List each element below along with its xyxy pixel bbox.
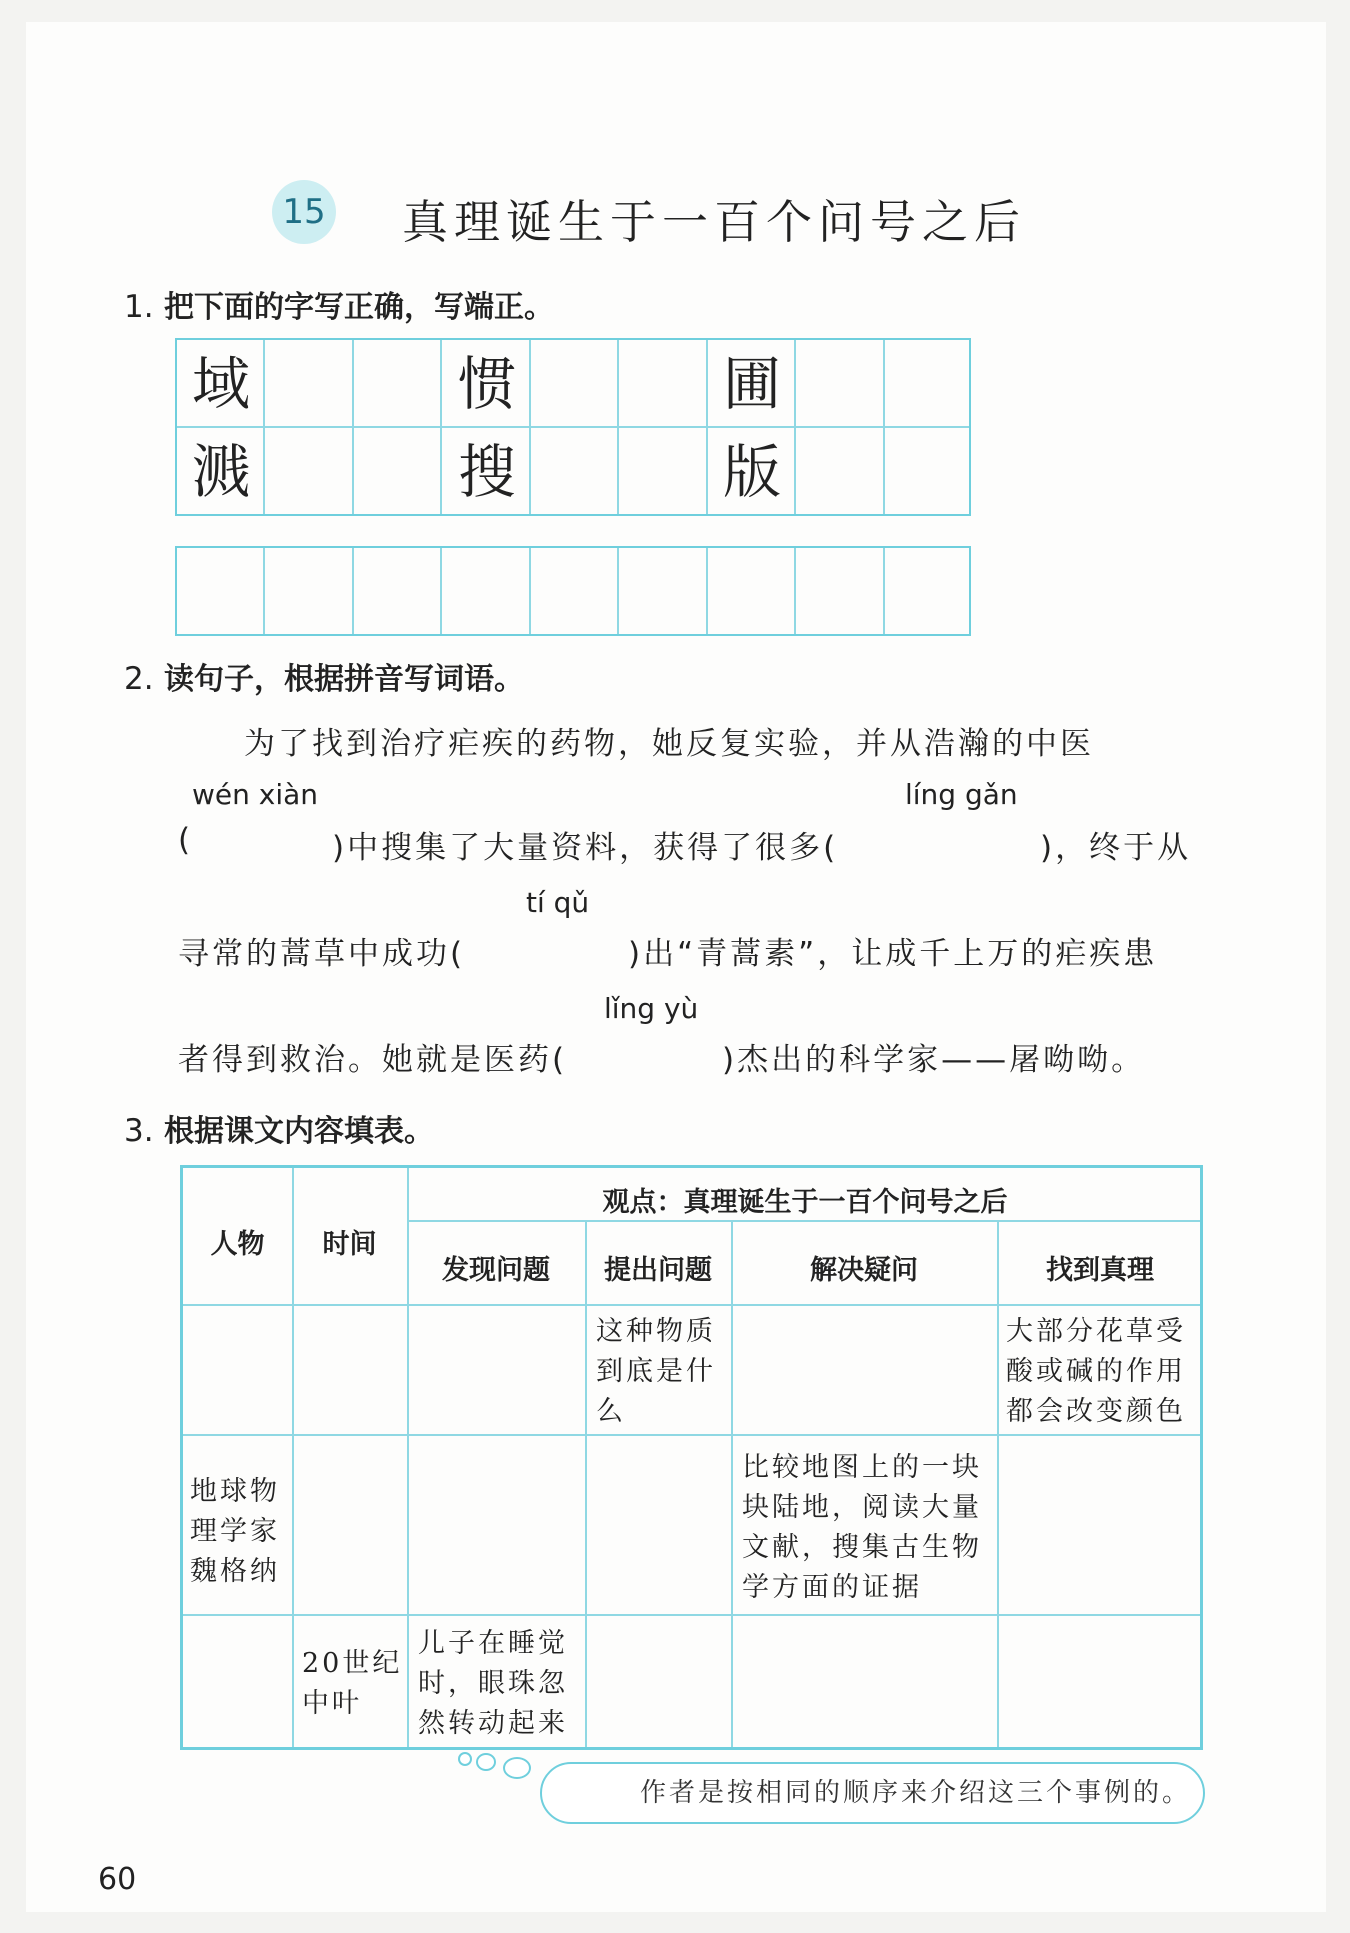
cell-r3-time: 20世纪中叶 — [302, 1648, 403, 1719]
header-time: 时间 — [322, 1229, 377, 1260]
passage-line-3b: )出“青蒿素”，让成千上万的疟疾患 — [628, 936, 1158, 972]
lesson-number-badge: 15 — [272, 180, 336, 244]
cell-r2-solve: 比较地图上的一块块陆地，阅读大量文献，搜集古生物学方面的证据 — [742, 1452, 982, 1603]
header-person: 人物 — [210, 1229, 265, 1260]
pinyin-wenxian: wén xiàn — [192, 778, 319, 811]
thought-bubble-text: 作者是按相同的顺序来介绍这三个事例的。 — [640, 1778, 1192, 1808]
question-1-text: 把下面的字写正确，写端正。 — [164, 290, 555, 325]
writing-grid-chars — [175, 338, 971, 516]
pinyin-linggan: líng gǎn — [905, 778, 1018, 811]
bubble-dot-large — [503, 1757, 531, 1779]
question-3-text: 根据课文内容填表。 — [164, 1114, 435, 1149]
passage-line-2b: )中搜集了大量资料，获得了很多( — [332, 830, 839, 866]
passage-line-2a: ( — [178, 822, 194, 858]
grid-char-guan: 惯 — [457, 350, 516, 418]
header-viewpoint: 观点：真理诞生于一百个问号之后 — [602, 1187, 1008, 1218]
question-2-text: 读句子，根据拼音写词语。 — [164, 662, 525, 697]
header-find-truth: 找到真理 — [1046, 1255, 1154, 1286]
passage-line-2c: )，终于从 — [1040, 830, 1192, 866]
header-find-problem: 发现问题 — [442, 1255, 550, 1286]
lesson-title: 真理诞生于一百个问号之后 — [402, 195, 1026, 249]
question-2 — [124, 654, 524, 698]
grid-char-yu: 域 — [191, 350, 250, 418]
bubble-dot-small — [458, 1752, 472, 1766]
passage-line-3a: 寻常的蒿草中成功( — [178, 936, 466, 972]
question-3 — [124, 1106, 434, 1150]
page-number: 60 — [98, 1862, 137, 1897]
cell-r1-truth: 大部分花草受酸或碱的作用都会改变颜色 — [1006, 1316, 1186, 1427]
grid-char-ban: 版 — [722, 438, 781, 506]
grid-char-jian: 溅 — [191, 438, 250, 506]
cell-r3-find: 儿子在睡觉时，眼珠忽然转动起来 — [418, 1628, 568, 1739]
bubble-dot-medium — [476, 1753, 496, 1771]
question-1-number: 1. — [124, 289, 154, 325]
header-solve-doubt: 解决疑问 — [810, 1255, 918, 1286]
grid-char-sou: 搜 — [457, 438, 516, 506]
question-3-number: 3. — [124, 1113, 154, 1149]
passage-line-4b: )杰出的科学家——屠呦呦。 — [722, 1042, 1146, 1078]
passage-line-4a: 者得到救治。她就是医药( — [178, 1042, 568, 1078]
cell-r2-person: 地球物理学家魏格纳 — [190, 1476, 280, 1587]
pinyin-lingyu: lǐng yù — [604, 992, 699, 1025]
header-ask-question: 提出问题 — [604, 1255, 712, 1286]
grid-char-pu: 圃 — [722, 350, 781, 418]
question-1 — [124, 282, 554, 326]
passage-line-1: 为了找到治疗疟疾的药物，她反复实验，并从浩瀚的中医 — [244, 726, 1094, 762]
cell-r1-ask: 这种物质到底是什么 — [596, 1316, 716, 1427]
question-2-number: 2. — [124, 661, 154, 697]
pinyin-tiqu: tí qǔ — [526, 886, 590, 919]
writing-grid-blank[interactable] — [175, 546, 971, 636]
